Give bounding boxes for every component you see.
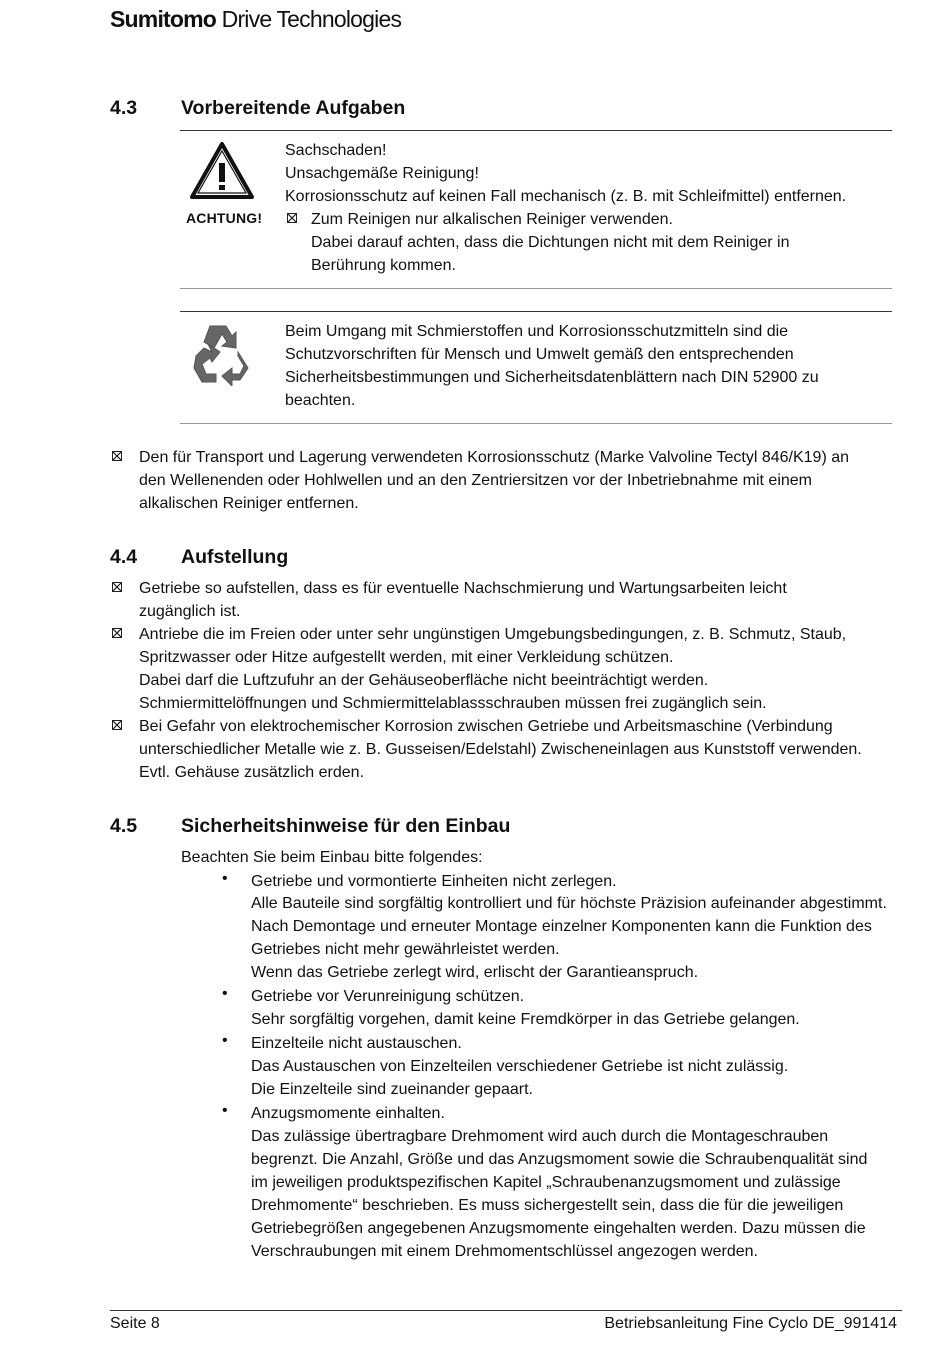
list-item-text: zugänglich ist. — [139, 603, 241, 620]
recycle-icon — [190, 322, 254, 386]
checkbox-icon — [112, 582, 122, 592]
warning-text: Sachschaden! — [285, 142, 387, 159]
bullet-icon: • — [222, 1102, 228, 1119]
checkbox-icon — [287, 213, 297, 223]
bullet-text: Sehr sorgfältig vorgehen, damit keine Fremdkörper in das Getriebe gelangen. — [251, 1011, 800, 1028]
brand-logo — [110, 6, 401, 33]
divider — [180, 288, 892, 289]
page-number: Seite 8 — [110, 1315, 160, 1332]
bullet-text: Drehmomente“ beschrieben. Es muss sichergestellt sein, dass die für die jeweiligen — [251, 1197, 844, 1214]
warning-text: Unsachgemäße Reinigung! — [285, 165, 479, 182]
warning-item-text: Zum Reinigen nur alkalischen Reiniger verwenden. — [311, 211, 673, 228]
bullet-text: Das zulässige übertragbare Drehmoment wird auch durch die Montageschrauben — [251, 1128, 829, 1145]
bullet-icon: • — [222, 1032, 228, 1049]
section-number: 4.4 — [110, 546, 138, 568]
section-4-5-heading — [110, 815, 710, 839]
bullet-text: begrenzt. Die Anzahl, Größe und das Anzugsmoment sowie die Schraubenqualität sind — [251, 1151, 868, 1168]
environment-text: beachten. — [285, 392, 356, 409]
divider — [180, 130, 892, 131]
divider — [180, 311, 892, 312]
brand-name-bold: Sumitomo — [110, 6, 217, 32]
footer-divider — [110, 1310, 902, 1311]
section-4-3-heading — [110, 97, 610, 121]
bullet-text: Getriebe und vormontierte Einheiten nicht zerlegen. — [251, 873, 617, 890]
warning-item-text: Berührung kommen. — [311, 257, 456, 274]
warning-triangle-icon — [189, 141, 255, 201]
bullet-text: Einzelteile nicht austauschen. — [251, 1035, 462, 1052]
bullet-text: Nach Demontage und erneuter Montage einzelner Komponenten kann die Funktion des — [251, 918, 872, 935]
warning-item-text: Dabei darauf achten, dass die Dichtungen nicht mit dem Reiniger in — [311, 234, 790, 251]
list-item-text: Schmiermittelöffnungen und Schmiermittelablassschrauben müssen frei zugänglich sein. — [139, 695, 767, 712]
section-title: Vorbereitende Aufgaben — [181, 97, 406, 119]
list-item-text: alkalischen Reiniger entfernen. — [139, 495, 359, 512]
checkbox-icon — [112, 720, 122, 730]
list-item-text: Spritzwasser oder Hitze aufgestellt werden, mit einer Verkleidung schützen. — [139, 649, 674, 666]
bullet-text: Verschraubungen mit einem Drehmomentschlüssel angezogen werden. — [251, 1243, 758, 1260]
list-item-text: Dabei darf die Luftzufuhr an der Gehäuseoberfläche nicht beeinträchtigt werden. — [139, 672, 709, 689]
list-item-text: unterschiedlicher Metalle wie z. B. Gusseisen/Edelstahl) Zwischeneinlagen aus Kunststoff verwenden. — [139, 741, 862, 758]
bullet-text: Getriebe vor Verunreinigung schützen. — [251, 988, 525, 1005]
section-4-4-heading — [110, 546, 610, 570]
checkbox-icon — [112, 628, 122, 638]
bullet-text: Wenn das Getriebe zerlegt wird, erlischt der Garantieanspruch. — [251, 964, 699, 981]
list-item-text: Evtl. Gehäuse zusätzlich erden. — [139, 764, 365, 781]
document-title: Betriebsanleitung Fine Cyclo DE_991414 — [604, 1315, 897, 1332]
checkbox-icon — [112, 451, 122, 461]
intro-text: Beachten Sie beim Einbau bitte folgendes: — [181, 849, 483, 866]
section-number: 4.3 — [110, 97, 138, 119]
list-item-text: Bei Gefahr von elektrochemischer Korrosion zwischen Getriebe und Arbeitsmaschine (Verbindung — [139, 718, 833, 735]
environment-text: Schutzvorschriften für Mensch und Umwelt gemäß den entsprechenden — [285, 346, 794, 363]
warning-label: ACHTUNG! — [186, 210, 263, 226]
section-title: Aufstellung — [181, 546, 289, 568]
bullet-text: Getriebes nicht mehr gewährleistet werden. — [251, 941, 560, 958]
bullet-text: Die Einzelteile sind zueinander gepaart. — [251, 1081, 533, 1098]
bullet-text: Getriebegrößen angegebenen Anzugsmomente eingehalten werden. Dazu müssen die — [251, 1220, 866, 1237]
environment-text: Beim Umgang mit Schmierstoffen und Korrosionsschutzmitteln sind die — [285, 323, 789, 340]
brand-name-rest: Drive Technologies — [216, 6, 402, 32]
section-number: 4.5 — [110, 815, 138, 837]
list-item-text: den Wellenenden oder Hohlwellen und an den Zentriersitzen vor der Inbetriebnahme mit einem — [139, 472, 812, 489]
list-item-text: Den für Transport und Lagerung verwendeten Korrosionsschutz (Marke Valvoline Tectyl 846/K19) an — [139, 449, 850, 466]
bullet-icon: • — [222, 870, 228, 887]
list-item-text: Getriebe so aufstellen, dass es für eventuelle Nachschmierung und Wartungsarbeiten leicht — [139, 580, 787, 597]
bullet-text: im jeweiligen produktspezifischen Kapitel „Schraubenanzugsmoment und zulässige — [251, 1174, 841, 1191]
bullet-text: Alle Bauteile sind sorgfältig kontrolliert und für höchste Präzision aufeinander abgestimmt. — [251, 895, 887, 912]
bullet-text: Anzugsmomente einhalten. — [251, 1105, 445, 1122]
list-item-text: Antriebe die im Freien oder unter sehr ungünstigen Umgebungsbedingungen, z. B. Schmutz, Staub, — [139, 626, 847, 643]
section-title: Sicherheitshinweise für den Einbau — [181, 815, 511, 837]
bullet-text: Das Austauschen von Einzelteilen verschiedener Getriebe ist nicht zulässig. — [251, 1058, 789, 1075]
warning-text: Korrosionsschutz auf keinen Fall mechanisch (z. B. mit Schleifmittel) entfernen. — [285, 188, 847, 205]
divider — [180, 423, 892, 424]
bullet-icon: • — [222, 985, 228, 1002]
environment-text: Sicherheitsbestimmungen und Sicherheitsdatenblättern nach DIN 52900 zu — [285, 369, 819, 386]
